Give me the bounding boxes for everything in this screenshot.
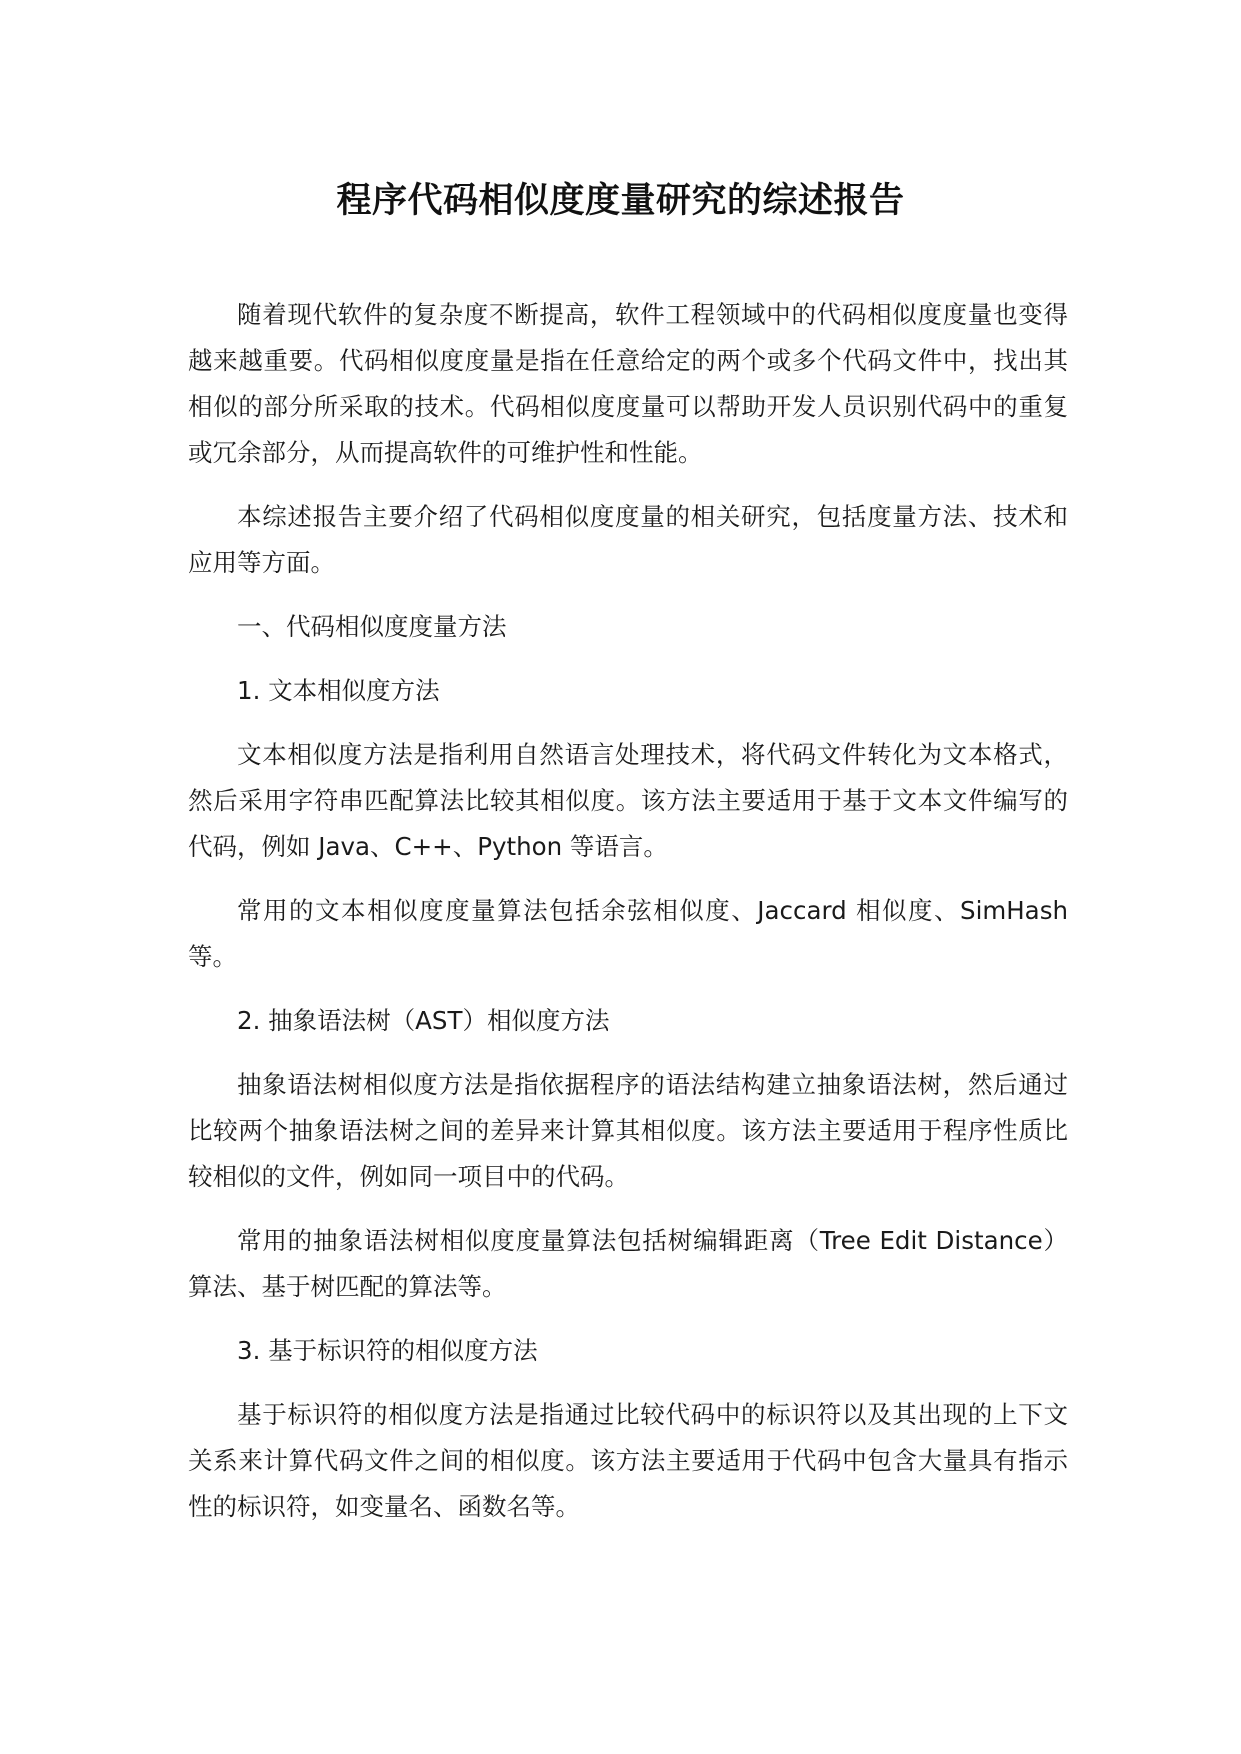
paragraph: 随着现代软件的复杂度不断提高，软件工程领域中的代码相似度度量也变得越来越重要。代码相似度度量是指在任意给定的两个或多个代码文件中，找出其相似的部分所采取的技术。代码相似度度量可以帮助开发人员识别代码中的重复或冗余部分，从而提高软件的可维护性和性能。 <box>188 300 1068 467</box>
subsection-heading: 1. 文本相似度方法 <box>237 676 440 705</box>
paragraph: 文本相似度方法是指利用自然语言处理技术，将代码文件转化为文本格式，然后采用字符串匹配算法比较其相似度。该方法主要适用于基于文本文件编写的代码，例如 Java、C++、Python 等语言。 <box>188 740 1068 861</box>
document-body <box>188 292 1068 1530</box>
paragraph: 常用的抽象语法树相似度度量算法包括树编辑距离（Tree Edit Distance）算法、基于树匹配的算法等。 <box>188 1226 1068 1301</box>
subsection-heading: 3. 基于标识符的相似度方法 <box>237 1336 538 1365</box>
document-title: 程序代码相似度度量研究的综述报告 <box>336 181 905 221</box>
section-heading: 一、代码相似度度量方法 <box>237 612 507 641</box>
paragraph: 本综述报告主要介绍了代码相似度度量的相关研究，包括度量方法、技术和应用等方面。 <box>188 502 1068 577</box>
subsection-heading: 2. 抽象语法树（AST）相似度方法 <box>237 1006 610 1035</box>
paragraph: 基于标识符的相似度方法是指通过比较代码中的标识符以及其出现的上下文关系来计算代码文件之间的相似度。该方法主要适用于代码中包含大量具有指示性的标识符，如变量名、函数名等。 <box>188 1400 1068 1521</box>
paragraph: 抽象语法树相似度方法是指依据程序的语法结构建立抽象语法树，然后通过比较两个抽象语法树之间的差异来计算其相似度。该方法主要适用于程序性质比较相似的文件，例如同一项目中的代码。 <box>188 1070 1068 1191</box>
paragraph: 常用的文本相似度度量算法包括余弦相似度、Jaccard 相似度、SimHash 等。 <box>188 896 1068 971</box>
